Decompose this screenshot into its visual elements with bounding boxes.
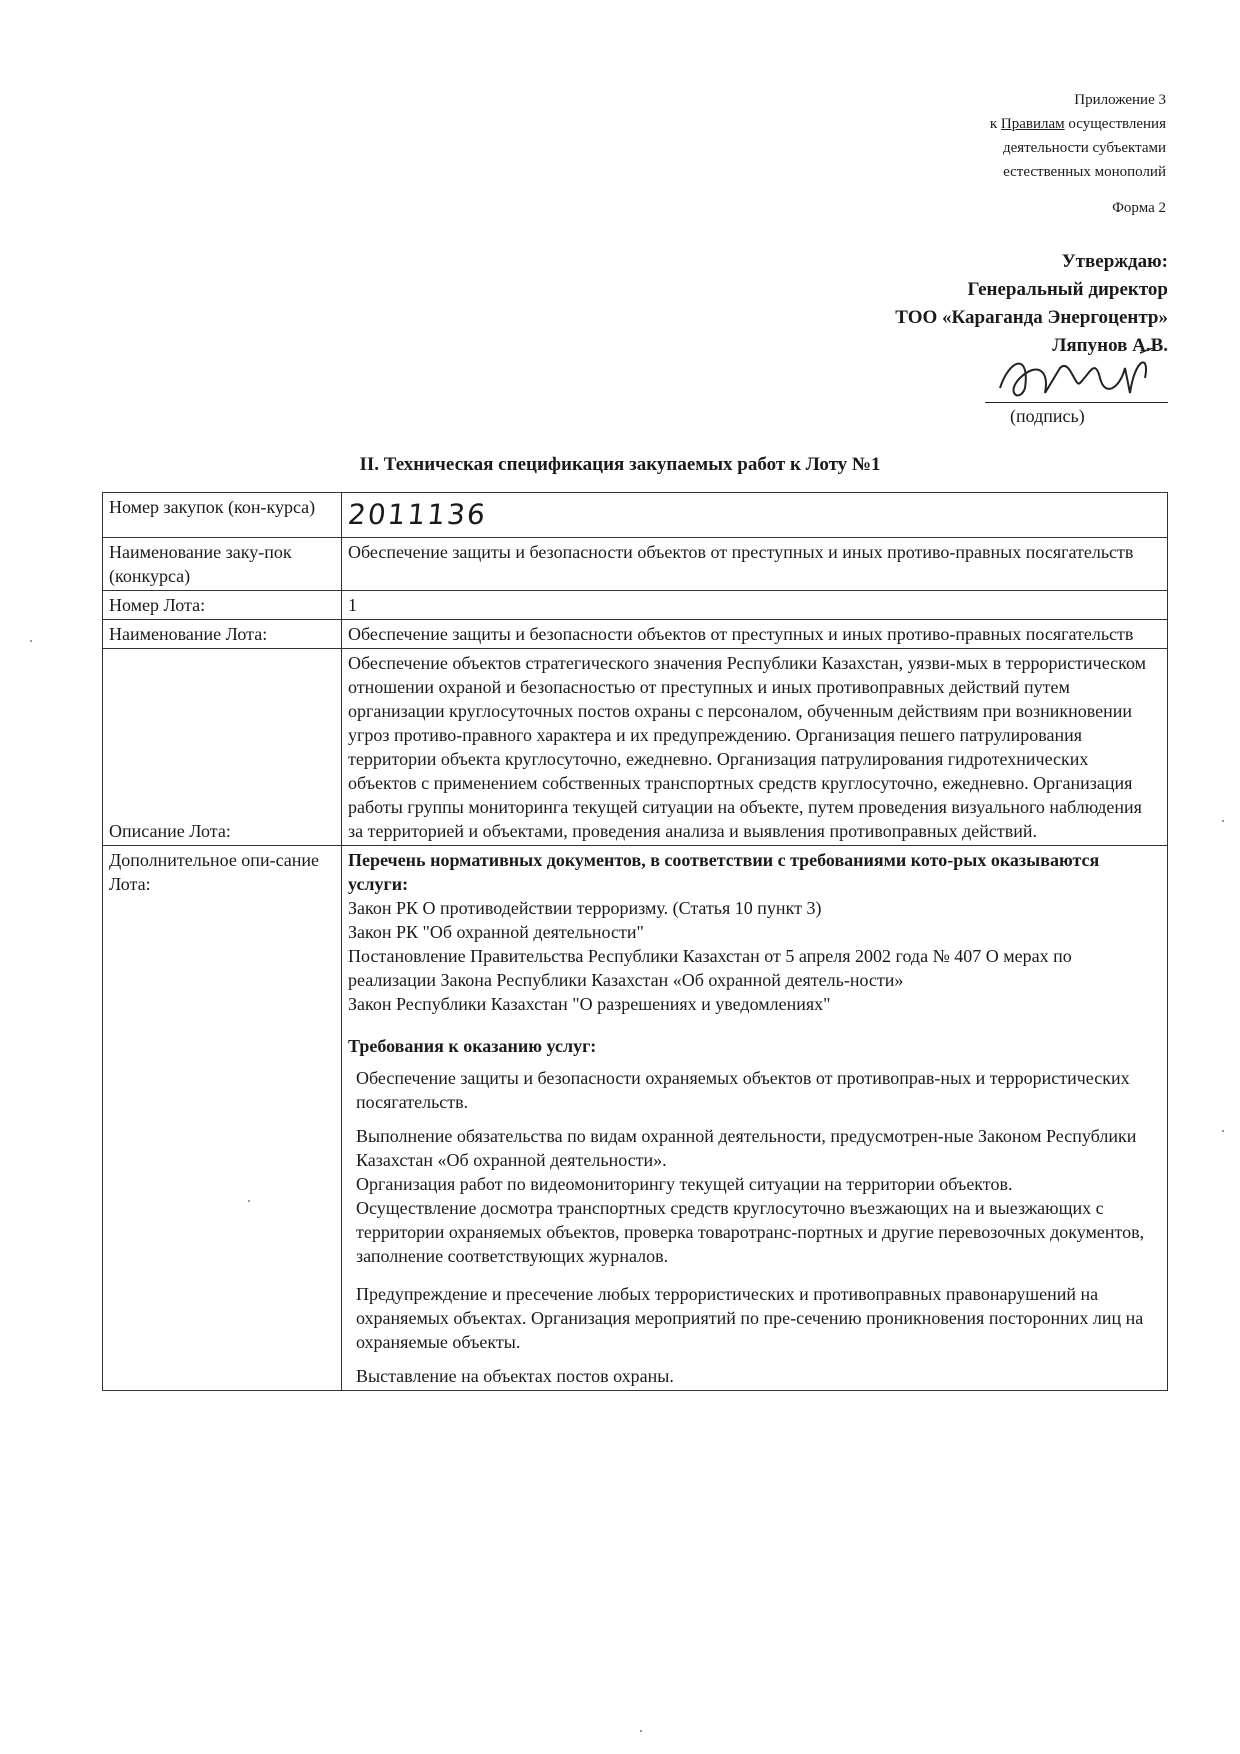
appendix-note [866, 88, 1166, 184]
requirement-item: Выставление на объектах постов охраны. [356, 1366, 674, 1386]
handwritten-signature [980, 348, 1170, 408]
document-title: II. Техническая спецификация закупаемых работ к Лоту №1 [359, 454, 881, 475]
appendix-line-4: естественных монополий [1003, 164, 1166, 180]
table-row-lot-name [103, 620, 1168, 649]
doc-item: Закон РК О противодействии терроризму. (Статья 10 пункт 3) [348, 898, 822, 918]
row-label: Наименование заку-пок (конкурса) [103, 538, 342, 591]
row-value: Обеспечение объектов стратегического значения Республики Казахстан, уязви-мых в террористическом отношении охраной и безопасностью от преступных и иных противоправных действий путем организации круглосуточных постов охраны с персоналом, обученным действиям при возникновении угроз противо-правного характера и их предупреждению. Организация пешего патрулирования территории объекта круглосуточно, ежедневно. Организация патрулирования гидротехнических объектов с применением собственных транспортных средств круглосуточно, ежедневно. Организация работы группы мониторинга текущей ситуации на объекте, путем проведения визуального наблюдения за территорией и объектами, проведения анализа и выявления противоправных действий. [342, 649, 1168, 846]
requirement-item: Выполнение обязательства по видам охранной деятельности, предусмотрен-ные Законом Республики Казахстан «Об охранной деятельности». [356, 1126, 1137, 1170]
row-value: 1 [342, 591, 1168, 620]
row-label: Наименование Лота: [103, 620, 342, 649]
docs-heading: Перечень нормативных документов, в соответствии с требованиями кото-рых оказываются услуги: [348, 850, 1100, 894]
row-value [342, 846, 1168, 1391]
doc-item: Постановление Правительства Республики Казахстан от 5 апреля 2002 года № 407 О мерах по реализации Закона Республики Казахстан «Об охранной деятель-ности» [348, 946, 1072, 990]
scan-speck [1222, 820, 1224, 822]
approval-line-4: Ляпунов А.В. [1052, 335, 1168, 356]
approval-line-3: ТОО «Караганда Энергоцентр» [895, 307, 1168, 328]
form-number: Форма 2 [1112, 200, 1166, 216]
signature-caption: (подпись) [1010, 406, 1085, 426]
row-label: Описание Лота: [103, 649, 342, 846]
appendix-line-3: деятельности субъектами [1002, 140, 1166, 156]
requirement-item: Обеспечение защиты и безопасности охраняемых объектов от противоправ-ных и террористических посягательств. [356, 1068, 1130, 1112]
scan-speck [30, 640, 32, 642]
rules-link: Правилам [1000, 116, 1065, 132]
specification-table [102, 492, 1168, 1391]
doc-item: Закон РК "Об охранной деятельности" [348, 922, 644, 942]
purchase-number-handwritten: 2011136 [346, 498, 489, 531]
row-value: Обеспечение защиты и безопасности объектов от преступных и иных противо-правных посягательств [342, 620, 1168, 649]
approval-line-2: Генеральный директор [967, 279, 1168, 300]
table-row-lot-number [103, 591, 1168, 620]
approval-line-1: Утверждаю: [1061, 251, 1168, 272]
row-label: Номер Лота: [103, 591, 342, 620]
requirement-item: Осуществление досмотра транспортных средств круглосуточно въезжающих на и выезжающих с территории охраняемых объектов, проверка товаротранс-портных и другие перевозочных документов, заполнение соответствующих журналов. [356, 1198, 1145, 1266]
table-row-lot-description [103, 649, 1168, 846]
scan-speck [1222, 1130, 1224, 1132]
appendix-line-2: к Правилам осуществления [989, 116, 1166, 132]
appendix-line-1: Приложение 3 [1074, 92, 1166, 108]
row-label: Дополнительное опи-сание Лота: [103, 846, 342, 1391]
requirements-heading: Требования к оказанию услуг: [348, 1036, 597, 1056]
table-row-purchase-name [103, 538, 1168, 591]
table-row-purchase-number [103, 493, 1168, 538]
requirement-item: Предупреждение и пресечение любых террористических и противоправных правонарушений на охраняемых объектах. Организация мероприятий по пре-сечению проникновения посторонних лиц на охраняемые объекты. [356, 1284, 1144, 1352]
row-label: Номер закупок (кон-курса) [103, 493, 342, 538]
doc-item: Закон Республики Казахстан "О разрешениях и уведомлениях" [348, 994, 831, 1014]
scan-speck [640, 1730, 642, 1732]
row-value-handwritten [342, 493, 1168, 538]
signature-line [985, 402, 1168, 403]
table-row-additional-description [103, 846, 1168, 1391]
approval-block [748, 248, 1168, 360]
scan-speck [248, 1200, 250, 1202]
requirement-item: Организация работ по видеомониторингу текущей ситуации на территории объектов. [356, 1174, 1013, 1194]
row-value: Обеспечение защиты и безопасности объектов от преступных и иных противо-правных посягательств [342, 538, 1168, 591]
